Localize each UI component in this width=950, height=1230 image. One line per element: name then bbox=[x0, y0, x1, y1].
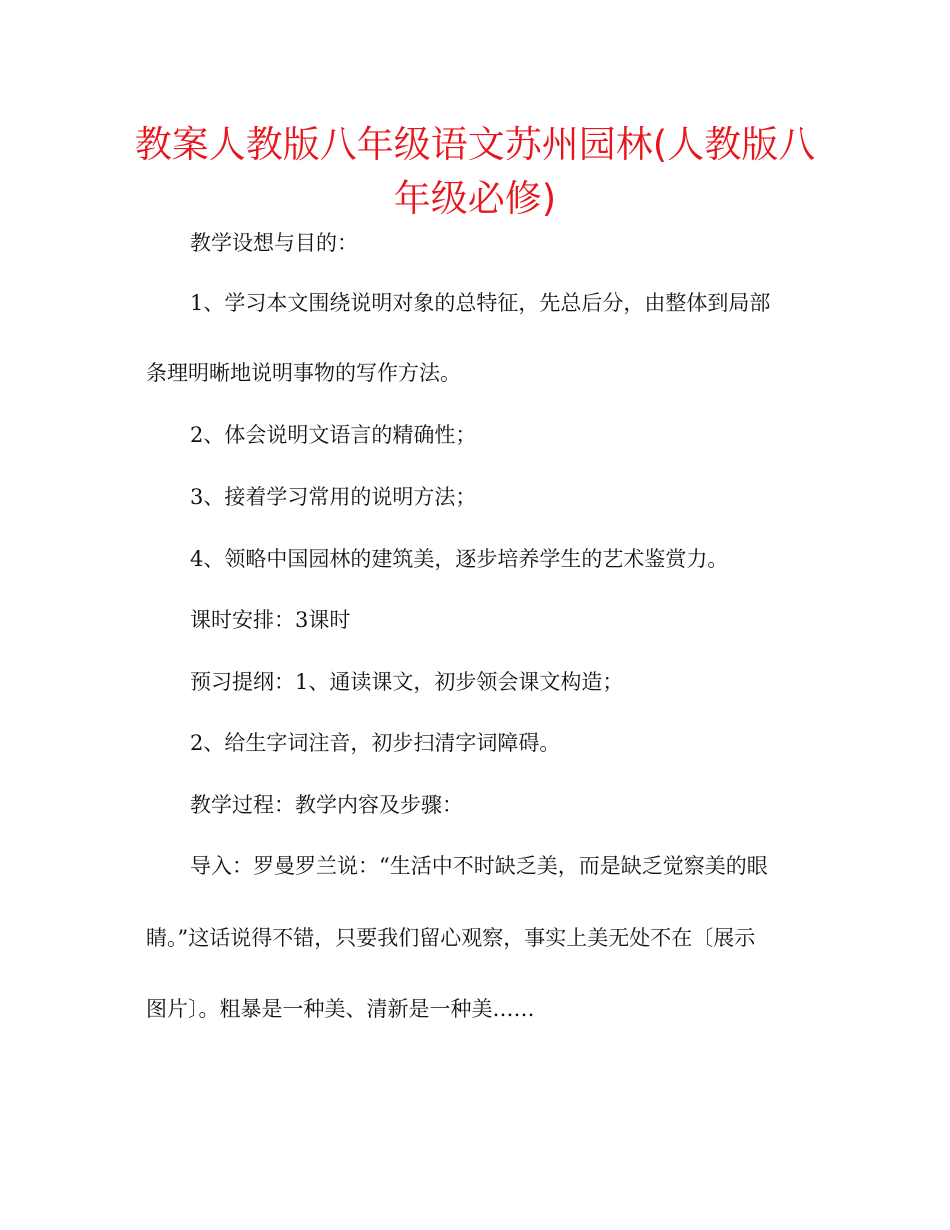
paragraph-line: 3、接着学习常用的说明方法； bbox=[190, 485, 477, 509]
paragraph-line: 4、领略中国园林的建筑美，逐步培养学生的艺术鉴赏力。 bbox=[190, 547, 729, 571]
paragraph-line: 条理明晰地说明事物的写作方法。 bbox=[146, 361, 461, 385]
paragraph-line: 教学过程：教学内容及步骤： bbox=[190, 793, 463, 817]
paragraph-line: 图片〕。粗暴是一种美、清新是一种美…… bbox=[146, 997, 535, 1021]
paragraph-line: 课时安排：3课时 bbox=[190, 608, 351, 632]
paragraph-line: 睛。”这话说得不错，只要我们留心观察，事实上美无处不在〔展示 bbox=[146, 926, 756, 950]
paragraph-line: 2、给生字词注音，初步扫清字词障碍。 bbox=[190, 731, 561, 755]
paragraph-line: 2、体会说明文语言的精确性； bbox=[190, 423, 477, 447]
paragraph-line: 教学设想与目的： bbox=[190, 231, 358, 255]
paragraph-line: 导入：罗曼罗兰说：“生活中不时缺乏美，而是缺乏觉察美的眼 bbox=[190, 854, 768, 878]
paragraph-line: 1、学习本文围绕说明对象的总特征，先总后分，由整体到局部 bbox=[190, 291, 771, 315]
paragraph-line: 预习提纲：1、通读课文，初步领会课文构造； bbox=[190, 670, 624, 694]
document-title: 教案人教版八年级语文苏州园林(人教版八年级必修) bbox=[134, 123, 816, 220]
